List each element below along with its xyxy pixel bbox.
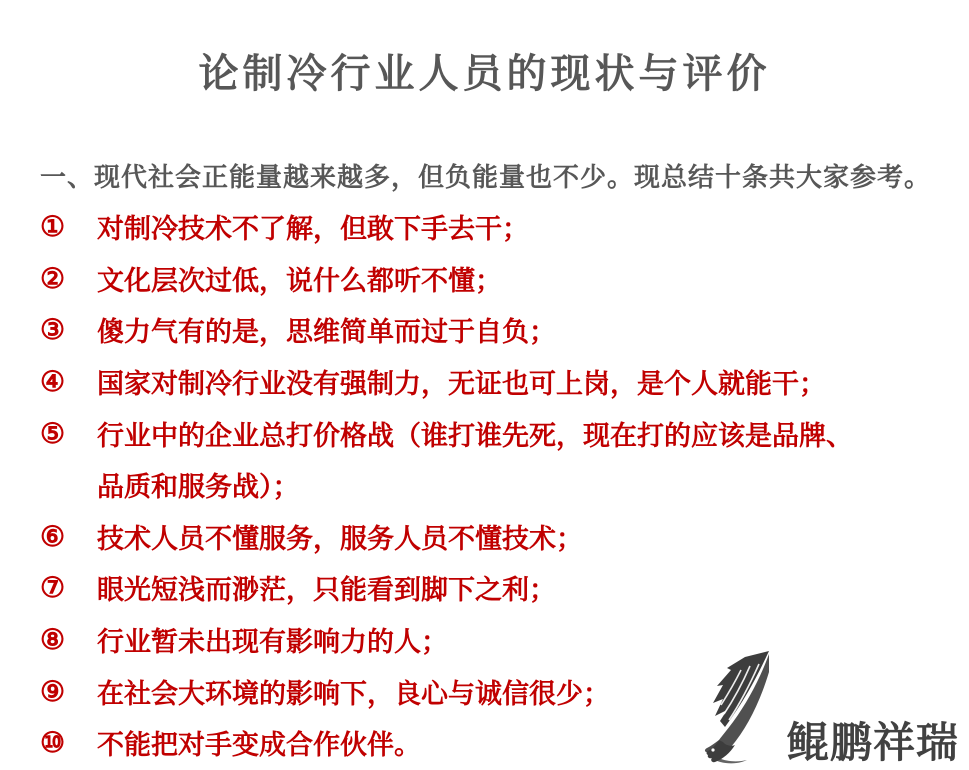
item-number: ⑦ (40, 571, 66, 605)
item-text: 对制冷技术不了解，但敢下手去干； (97, 214, 529, 246)
list-item (40, 356, 969, 408)
item-number: ⑤ (40, 416, 66, 450)
list-item (40, 304, 969, 356)
list-item (40, 562, 969, 614)
item-number: ③ (40, 313, 66, 347)
item-number: ⑨ (40, 674, 66, 708)
item-text: 行业中的企业总打价格战（谁打谁先死，现在打的应该是品牌、 (97, 420, 853, 452)
item-text: 文化层次过低，说什么都听不懂； (97, 265, 502, 297)
item-number: ① (40, 210, 66, 244)
brand-logo (703, 650, 959, 766)
item-number: ④ (40, 365, 66, 399)
list-item (40, 407, 969, 459)
item-number: ⑧ (40, 623, 66, 657)
item-text: 眼光短浅而渺茫，只能看到脚下之利； (97, 575, 556, 607)
list-item-continuation (40, 459, 969, 511)
item-number: ⑩ (40, 726, 66, 760)
intro-line: 一、现代社会正能量越来越多，但负能量也不少。现总结十条共大家参考。 (40, 163, 932, 193)
item-text: 不能把对手变成合作伙伴。 (97, 730, 421, 762)
eagle-wing-icon (703, 650, 785, 766)
item-text: 行业暂未出现有影响力的人； (97, 627, 448, 659)
list-item (40, 201, 969, 253)
item-text: 技术人员不懂服务，服务人员不懂技术； (97, 523, 583, 555)
item-number: ② (40, 261, 66, 295)
item-text: 傻力气有的是，思维简单而过于自负； (97, 317, 556, 349)
page-title: 论制冷行业人员的现状与评价 (198, 50, 771, 97)
brand-name: 鲲鹏祥瑞 (786, 718, 959, 766)
item-number: ⑥ (40, 519, 66, 553)
list-item (40, 511, 969, 563)
item-text: 品质和服务战）； (97, 472, 300, 504)
list-item (40, 253, 969, 305)
item-text: 在社会大环境的影响下，良心与诚信很少； (97, 678, 610, 710)
item-text: 国家对制冷行业没有强制力，无证也可上岗，是个人就能干； (97, 369, 826, 401)
